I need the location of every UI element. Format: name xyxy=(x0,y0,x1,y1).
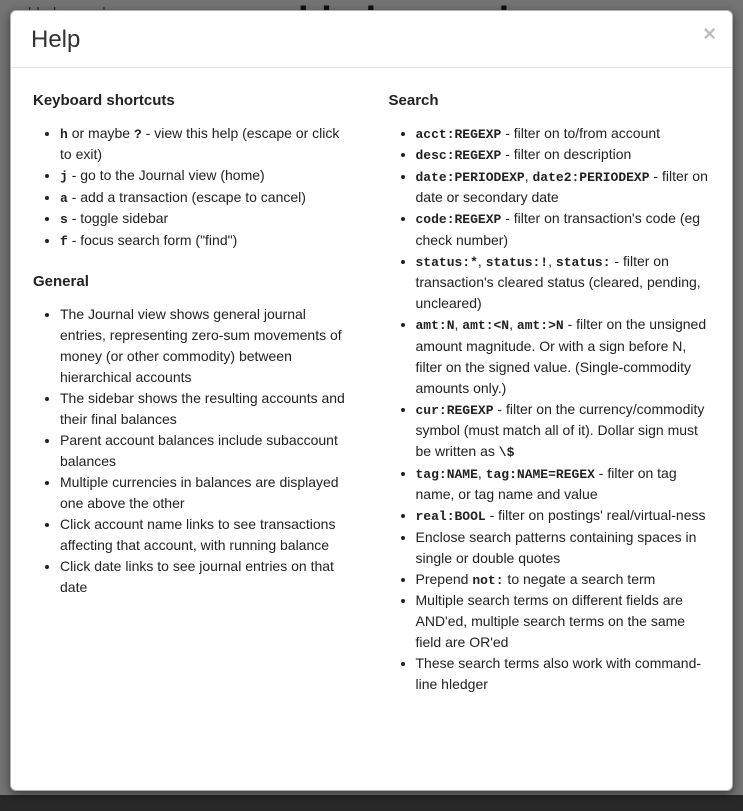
modal-header xyxy=(11,11,732,68)
list-item: • j - go to the Journal view (home) xyxy=(60,165,355,187)
list-item: • real:BOOL - filter on postings' real/virtual-ness xyxy=(416,505,711,527)
help-column-left xyxy=(33,82,355,715)
list-item: • Multiple currencies in balances are displayed one above the other xyxy=(60,472,355,514)
code-span: real:BOOL xyxy=(415,509,486,524)
code-span: cur:REGEXP xyxy=(415,402,494,418)
list-item: • tag:NAME, tag:NAME=REGEX - filter on tag name, or tag name and value xyxy=(416,463,711,506)
code-span: f xyxy=(60,233,68,249)
list-item: • Enclose search patterns containing spaces in single or double quotes xyxy=(416,527,711,569)
code-span: amt:>N xyxy=(516,318,564,333)
list-item: • The sidebar shows the resulting accounts and their final balances xyxy=(60,388,355,430)
code-span: \$ xyxy=(498,445,515,460)
list-item: • Click date links to see journal entries on that date xyxy=(60,556,355,598)
list-item: • h or maybe ? - view this help (escape or click to exit) xyxy=(60,123,355,166)
code-span: a xyxy=(60,190,68,206)
modal-body xyxy=(11,68,732,745)
code-span: tag:NAME xyxy=(415,466,478,482)
list-item: • Multiple search terms on different fields are AND'ed, multiple search terms on the same field are OR'ed xyxy=(416,590,711,653)
list-item: • These search terms also work with command-line hledger xyxy=(416,653,711,695)
code-span: code:REGEXP xyxy=(415,212,502,227)
code-span: ? xyxy=(133,126,142,142)
code-span: h xyxy=(60,126,68,142)
code-span: acct:REGEXP xyxy=(415,126,502,142)
section-heading: General xyxy=(33,273,89,290)
list-item: • desc:REGEXP - filter on description xyxy=(416,144,711,166)
code-span: date:PERIODEXP xyxy=(415,169,525,185)
list-item: • status:*, status:!, status: - filter on transaction's cleared status (cleared, pending, uncleared) xyxy=(416,251,711,315)
code-span: amt:N xyxy=(415,318,455,333)
list-item: • date:PERIODEXP, date2:PERIODEXP - filter on date or secondary date xyxy=(416,166,711,209)
list-item: • Click account name links to see transactions affecting that account, with running balance xyxy=(60,514,355,556)
code-span: amt:<N xyxy=(462,318,510,333)
code-span: j xyxy=(60,169,68,184)
close-icon[interactable]: × xyxy=(703,21,716,46)
list-item: • The Journal view shows general journal entries, representing zero-sum movements of money (or other commodity) between hierarchical accounts xyxy=(60,304,355,388)
list-item: • Parent account balances include subaccount balances xyxy=(60,430,355,472)
list-item: • acct:REGEXP - filter on to/from account xyxy=(416,123,711,145)
code-span: status:* xyxy=(415,254,478,270)
code-span: status: xyxy=(555,254,611,270)
help-modal xyxy=(10,10,733,791)
help-column-right xyxy=(389,82,711,715)
list-item: • code:REGEXP - filter on transaction's code (eg check number) xyxy=(416,208,711,251)
section-heading: Search xyxy=(388,92,439,109)
bullet-list xyxy=(389,123,711,696)
list-item: • cur:REGEXP - filter on the currency/commodity symbol (must match all of it). Dollar sign must be written as \$ xyxy=(416,399,711,463)
bullet-list xyxy=(33,304,355,598)
code-span: tag:NAME=REGEX xyxy=(485,466,595,482)
code-span: s xyxy=(60,212,68,227)
code-span: status:! xyxy=(485,254,549,270)
bullet-list xyxy=(33,123,355,252)
list-item: • Prepend not: to negate a search term xyxy=(416,569,711,591)
code-span: date2:PERIODEXP xyxy=(532,169,650,185)
list-item: • s - toggle sidebar xyxy=(60,208,355,230)
list-item: • f - focus search form ("find") xyxy=(60,230,355,252)
section-heading: Keyboard shortcuts xyxy=(33,92,175,109)
list-item: • a - add a transaction (escape to cancel) xyxy=(60,187,355,209)
code-span: desc:REGEXP xyxy=(415,148,502,163)
list-item: • amt:N, amt:<N, amt:>N - filter on the unsigned amount magnitude. Or with a sign before N, filter on the signed value. (Single-commodity amounts only.) xyxy=(416,314,711,399)
code-span: not: xyxy=(472,572,504,588)
modal-title: Help xyxy=(31,26,81,53)
